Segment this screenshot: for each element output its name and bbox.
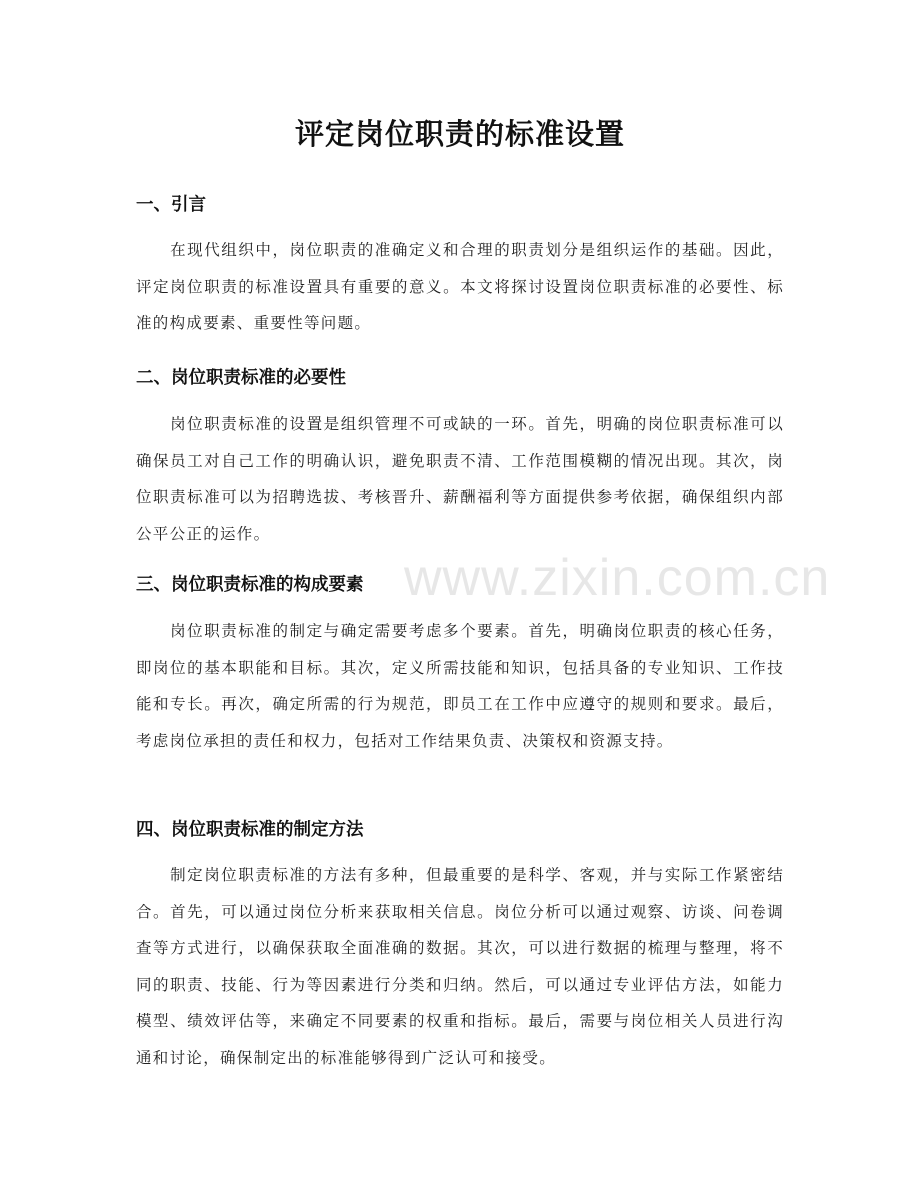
section-heading-methods: 四、岗位职责标准的制定方法	[136, 820, 364, 840]
document-title: 评定岗位职责的标准设置	[294, 117, 625, 151]
section-paragraph-components: 岗位职责标准的制定与确定需要考虑多个要素。首先，明确岗位职责的核心任务，即岗位的基本职能和目标。其次，定义所需技能和知识，包括具备的专业知识、工作技能和专长。再次，确定所需的行为规范，即员工在工作中应遵守的规则和要求。最后，考虑岗位承担的责任和权力，包括对工作结果负责、决策权和资源支持。	[136, 622, 784, 750]
watermark-text: www.zixin.com.cn	[404, 549, 831, 607]
section-heading-intro: 一、引言	[136, 195, 206, 215]
section-paragraph-intro: 在现代组织中，岗位职责的准确定义和合理的职责划分是组织运作的基础。因此，评定岗位职责的标准设置具有重要的意义。本文将探讨设置岗位职责标准的必要性、标准的构成要素、重要性等问题。	[136, 241, 784, 332]
section-paragraph-necessity: 岗位职责标准的设置是组织管理不可或缺的一环。首先，明确的岗位职责标准可以确保员工对自己工作的明确认识，避免职责不清、工作范围模糊的情况出现。其次，岗位职责标准可以为招聘选拔、考核晋升、薪酬福利等方面提供参考依据，确保组织内部公平公正的运作。	[136, 415, 784, 543]
section-heading-necessity: 二、岗位职责标准的必要性	[136, 368, 346, 388]
section-heading-components: 三、岗位职责标准的构成要素	[136, 575, 364, 595]
section-paragraph-methods: 制定岗位职责标准的方法有多种，但最重要的是科学、客观，并与实际工作紧密结合。首先，可以通过岗位分析来获取相关信息。岗位分析可以通过观察、访谈、问卷调查等方式进行，以确保获取全面准确的数据。其次，可以进行数据的梳理与整理，将不同的职责、技能、行为等因素进行分类和归纳。然后，可以通过专业评估方法，如能力模型、绩效评估等，来确定不同要素的权重和指标。最后，需要与岗位相关人员进行沟通和讨论，确保制定出的标准能够得到广泛认可和接受。	[136, 866, 784, 1067]
